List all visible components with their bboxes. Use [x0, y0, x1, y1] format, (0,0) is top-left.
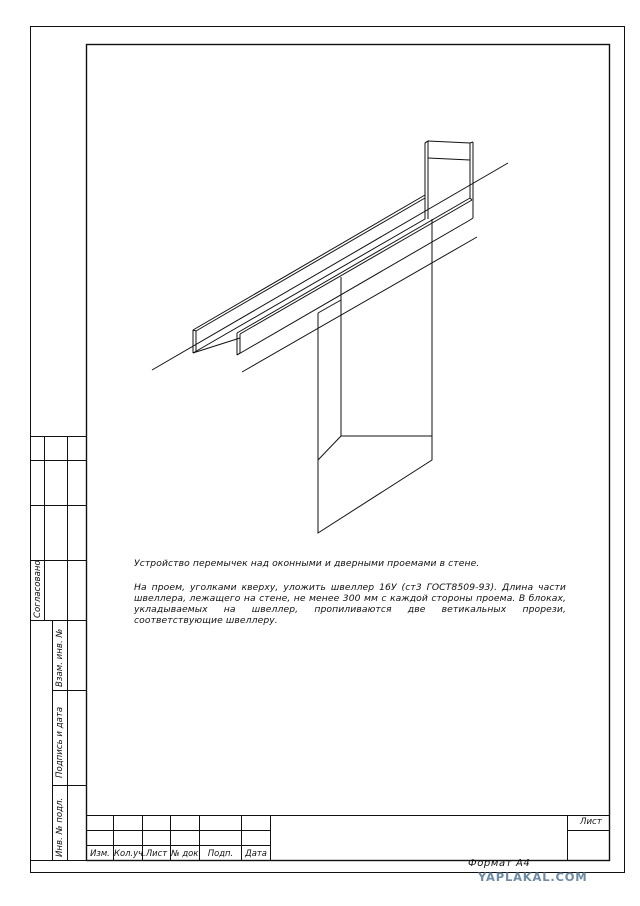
- main-frame: [87, 45, 610, 861]
- sheet-number-label: Лист: [580, 817, 602, 827]
- channel-right: [237, 142, 473, 355]
- side-label-replaced-inv: Взам. инв. №: [55, 628, 65, 687]
- side-label-agreed: Согласовано: [33, 560, 43, 618]
- title-block-col-kol-uch: Кол.уч.: [114, 848, 146, 858]
- format-label: Формат А4: [468, 858, 531, 869]
- channel-left: [193, 141, 428, 353]
- wall-opening: [318, 219, 432, 533]
- title-block-col-doc: № док.: [171, 848, 202, 858]
- watermark: YAPLAKAL.COM: [478, 870, 588, 884]
- side-label-inv-original: Инв. № подл.: [55, 797, 65, 857]
- note-body: На проем, уголками кверху, уложить швеллер 16У (ст3 ГОСТ8509-93). Длина части швеллера, лежащего на стене, не менее 300 мм с каждой стороны проема. В блоках, укладываемых на швеллер, пропиливаются две ветикальных прорези, соответствующие швеллеру.: [134, 582, 566, 626]
- note-title: Устройство перемычек над оконными и дверными проемами в стене.: [134, 558, 480, 569]
- title-block-col-date: Дата: [245, 848, 267, 858]
- title-block-col-izm: Изм.: [90, 848, 110, 858]
- lintel-isometric-drawing: [152, 141, 508, 533]
- side-label-signature-date: Подпись и дата: [55, 706, 65, 778]
- wall-top-edge-front: [152, 163, 508, 370]
- title-block-col-list: Лист: [145, 848, 168, 858]
- title-block-col-signature: Подп.: [207, 848, 234, 858]
